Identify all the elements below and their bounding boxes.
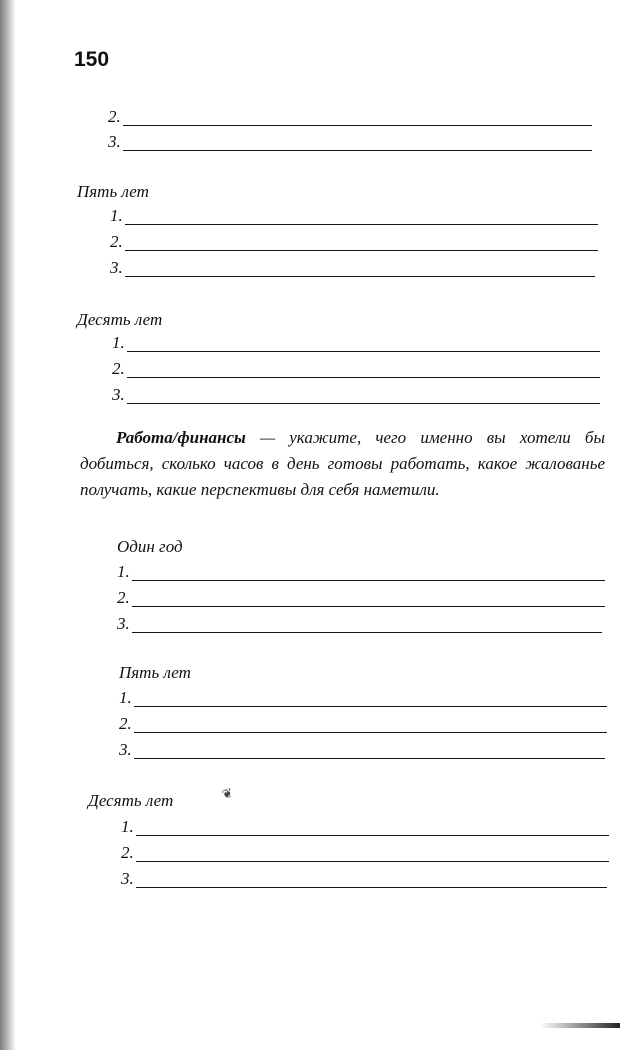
line-number: 1. [121, 817, 134, 836]
paragraph-bold-lead: Работа/финансы [116, 428, 246, 447]
blank-line[interactable] [112, 384, 600, 404]
section-heading: Десять лет [88, 791, 174, 810]
blank-line[interactable] [119, 713, 607, 733]
scan-edge-shadow [540, 1023, 620, 1028]
line-number: 1. [119, 688, 132, 707]
underline [134, 744, 605, 759]
blank-line[interactable] [117, 587, 605, 607]
paragraph-text: — укажите, чего именно вы хотели бы добиться, сколько часов в день готовы работать, какое жалованье получать, какие перспективы для себя наметили. [80, 428, 605, 499]
line-number: 2. [121, 843, 134, 862]
blank-line[interactable] [110, 205, 598, 225]
line-number: 2. [110, 232, 123, 251]
blank-line[interactable] [108, 131, 592, 151]
blank-line[interactable] [121, 842, 609, 862]
underline [125, 210, 598, 225]
underline [123, 136, 592, 151]
line-number: 1. [110, 206, 123, 225]
section-heading: Один год [117, 537, 183, 556]
blank-line[interactable] [108, 106, 592, 126]
line-number: 2. [108, 107, 121, 126]
underline [134, 718, 607, 733]
underline [127, 337, 600, 352]
section-heading: Пять лет [77, 182, 149, 201]
line-number: 3. [119, 740, 132, 759]
line-number: 3. [117, 614, 130, 633]
line-number: 2. [117, 588, 130, 607]
line-number: 3. [108, 132, 121, 151]
underline [127, 389, 600, 404]
line-number: 1. [112, 333, 125, 352]
line-number: 3. [121, 869, 134, 888]
blank-line[interactable] [119, 739, 605, 759]
blank-line[interactable] [117, 613, 602, 633]
blank-line[interactable] [110, 231, 598, 251]
ink-mark-icon: ❦ [220, 784, 235, 803]
page-number: 150 [74, 48, 110, 71]
underline [132, 566, 605, 581]
underline [132, 592, 605, 607]
page-edge-shadow [0, 0, 16, 1050]
work-finance-paragraph [80, 425, 605, 503]
underline [136, 873, 607, 888]
line-number: 2. [112, 359, 125, 378]
blank-line[interactable] [121, 816, 609, 836]
line-number: 3. [112, 385, 125, 404]
underline [123, 111, 592, 126]
blank-line[interactable] [119, 687, 607, 707]
blank-line[interactable] [117, 561, 605, 581]
line-number: 1. [117, 562, 130, 581]
underline [125, 236, 598, 251]
underline [127, 363, 600, 378]
line-number: 3. [110, 258, 123, 277]
blank-line[interactable] [112, 332, 600, 352]
underline [134, 692, 607, 707]
underline [136, 847, 609, 862]
blank-line[interactable] [121, 868, 607, 888]
underline [136, 821, 609, 836]
blank-line[interactable] [112, 358, 600, 378]
underline [132, 618, 602, 633]
blank-line[interactable] [110, 257, 595, 277]
section-heading: Пять лет [119, 663, 191, 682]
section-heading: Десять лет [77, 310, 163, 329]
line-number: 2. [119, 714, 132, 733]
underline [125, 262, 595, 277]
